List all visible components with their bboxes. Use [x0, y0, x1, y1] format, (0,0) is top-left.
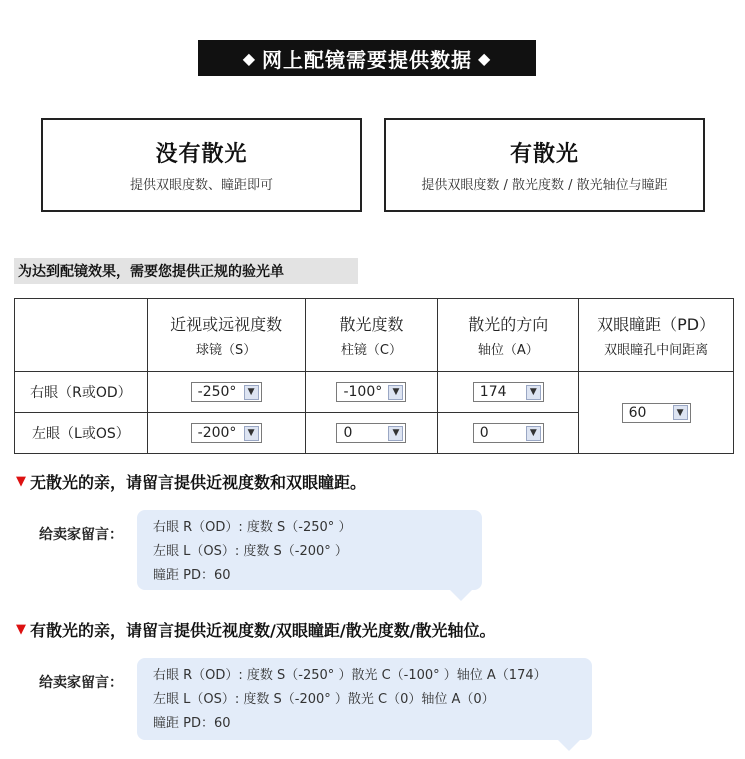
speech-bubble-tail [557, 739, 581, 751]
astigmatism-note [16, 618, 496, 641]
message-line: 瞳距 PD：60 [153, 568, 231, 583]
cell-pd [579, 372, 734, 454]
select-value: 0 [343, 425, 353, 441]
column-subtitle: 轴位（A） [477, 343, 539, 358]
table-row [15, 372, 734, 413]
select-value: -200° [197, 425, 237, 441]
column-header-cylinder [305, 299, 438, 372]
note-text: 无散光的亲，请留言提供近视度数和双眼瞳距。 [30, 473, 367, 492]
prescription-table [14, 298, 734, 454]
column-title: 近视或远视度数 [170, 315, 283, 334]
cell-axis [438, 372, 579, 413]
right-cylinder-select[interactable] [336, 382, 406, 402]
column-title: 双眼瞳距（PD） [597, 315, 716, 334]
chevron-down-icon: ▼ [526, 426, 541, 441]
chevron-down-icon: ▼ [244, 426, 259, 441]
select-value: 60 [628, 404, 647, 421]
message-line: 右眼 R（OD）: 度数 S（-250° ） [153, 520, 352, 535]
select-value: 174 [479, 384, 507, 400]
column-title: 散光的方向 [468, 315, 549, 334]
column-subtitle: 球镜（S） [196, 343, 257, 358]
cell-sphere [147, 413, 305, 454]
message-line: 左眼 L（OS）: 度数 S（-200° ）散光 C（0）轴位 A（0） [153, 692, 495, 707]
chevron-down-icon: ▼ [244, 385, 259, 400]
left-cylinder-select[interactable] [336, 423, 406, 443]
note-text: 有散光的亲，请留言提供近视度数/双眼瞳距/散光度数/散光轴位。 [30, 621, 496, 640]
message-line: 右眼 R（OD）: 度数 S（-250° ）散光 C（-100° ）轴位 A（174） [153, 668, 547, 683]
message-label: 给卖家留言： [39, 527, 123, 543]
column-header-sphere [147, 299, 305, 372]
select-value: 0 [479, 425, 489, 441]
left-axis-select[interactable] [473, 423, 544, 443]
left-eye-label: 左眼（L或OS） [15, 413, 148, 454]
chevron-down-icon: ▼ [388, 385, 403, 400]
astigmatism-card [384, 118, 705, 212]
page-title-banner [198, 40, 536, 76]
column-subtitle: 双眼瞳孔中间距离 [604, 343, 709, 358]
no-astigmatism-card [41, 118, 362, 212]
message-label: 给卖家留言： [39, 675, 123, 691]
speech-bubble-tail [449, 589, 473, 601]
chevron-down-icon: ▼ [673, 405, 688, 420]
diamond-icon: ◆ [242, 48, 256, 68]
section-heading: 为达到配镜效果，需要您提供正规的验光单 [14, 258, 358, 284]
triangle-down-icon: ▼ [16, 474, 26, 489]
message-bubble-example-2 [137, 658, 592, 740]
card-subtitle: 提供双眼度数 / 散光度数 / 散光轴位与瞳距 [421, 178, 668, 193]
chevron-down-icon: ▼ [526, 385, 541, 400]
message-line: 瞳距 PD：60 [153, 716, 231, 731]
card-title: 有散光 [509, 142, 579, 167]
card-title: 没有散光 [155, 142, 248, 167]
pd-select[interactable] [622, 403, 691, 423]
column-header-pd [579, 299, 734, 372]
right-eye-label: 右眼（R或OD） [15, 372, 148, 413]
chevron-down-icon: ▼ [388, 426, 403, 441]
triangle-down-icon: ▼ [16, 622, 26, 637]
card-subtitle: 提供双眼度数、瞳距即可 [129, 178, 273, 193]
table-corner [15, 299, 148, 372]
cell-sphere [147, 372, 305, 413]
column-title: 散光度数 [339, 315, 404, 334]
message-bubble-example-1 [137, 510, 482, 590]
cell-cylinder [305, 413, 438, 454]
left-sphere-select[interactable] [191, 423, 262, 443]
page-title: 网上配镜需要提供数据 [262, 47, 472, 72]
column-subtitle: 柱镜（C） [340, 343, 402, 358]
cell-axis [438, 413, 579, 454]
right-axis-select[interactable] [473, 382, 544, 402]
select-value: -100° [343, 384, 383, 400]
diamond-icon: ◆ [478, 48, 492, 68]
no-astigmatism-note [16, 470, 366, 493]
cell-cylinder [305, 372, 438, 413]
right-sphere-select[interactable] [191, 382, 262, 402]
message-line: 左眼 L（OS）: 度数 S（-200° ） [153, 544, 348, 559]
select-value: -250° [197, 384, 237, 400]
column-header-axis [438, 299, 579, 372]
